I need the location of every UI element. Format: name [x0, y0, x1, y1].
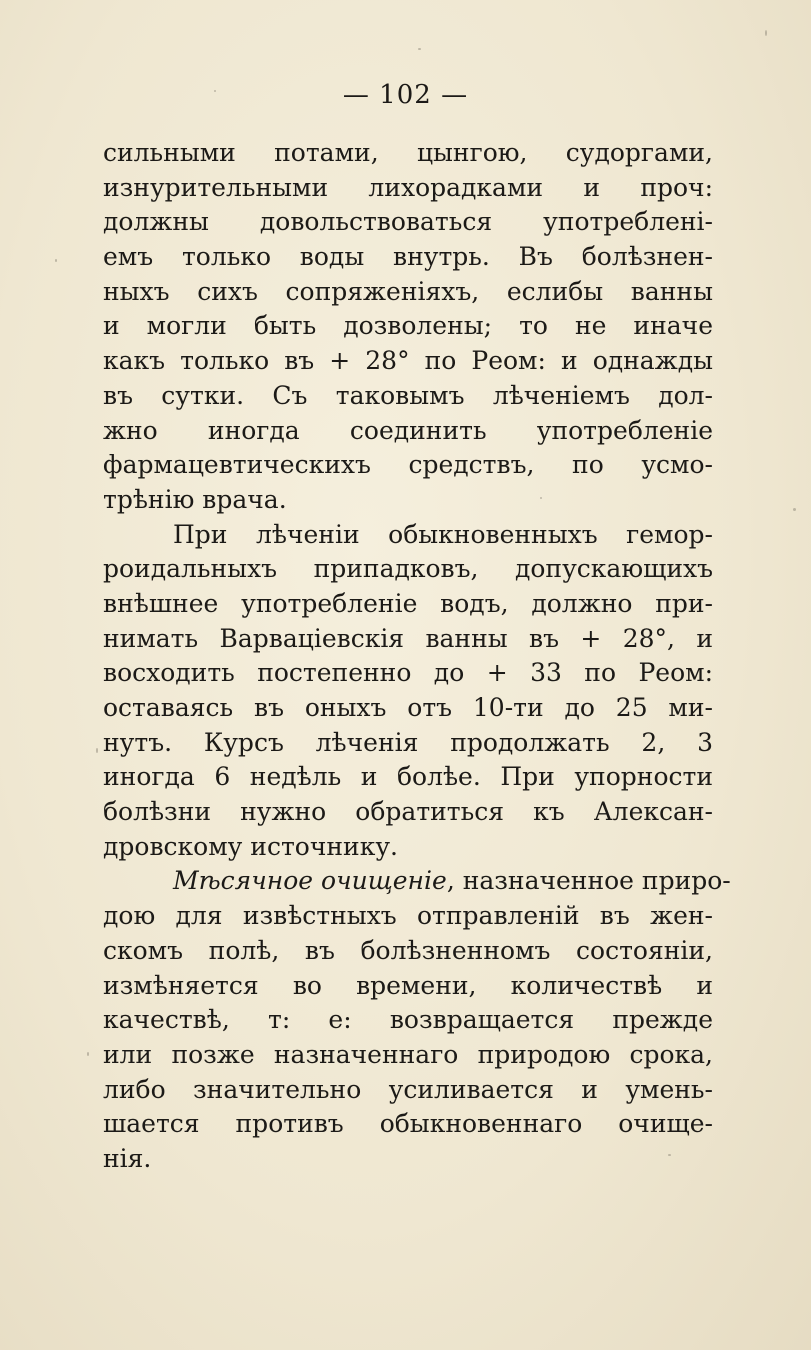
paper-speck: [765, 30, 767, 36]
text-line: качествѣ, т: е: возвращается прежде: [103, 1005, 713, 1035]
text-line: скомъ полѣ, въ болѣзненномъ состояніи,: [103, 935, 713, 965]
paper-speck: [540, 497, 542, 499]
text-line: иногда 6 недѣль и болѣе. При упорности: [103, 762, 713, 792]
text-line: шается противъ обыкновеннаго очище-: [103, 1109, 713, 1139]
text-line: трѣнію врача.: [103, 484, 287, 514]
paragraph-first-line: При лѣченіи обыкновенныхъ гемор-: [173, 519, 713, 549]
body-text: [103, 136, 731, 1177]
text-line: жно иногда соединить употребленіе: [103, 415, 713, 445]
text-run: , назначенное приро-: [446, 866, 731, 896]
text-line: дою для извѣстныхъ отправленій въ жен-: [103, 901, 713, 931]
text-line: или позже назначеннаго природою срока,: [103, 1039, 713, 1069]
paper-speck: [418, 48, 421, 50]
text-line: емъ только воды внутрь. Въ болѣзнен-: [103, 242, 713, 272]
text-line: должны довольствоваться употреблені-: [103, 207, 713, 237]
text-line: роидальныхъ припадковъ, допускающихъ: [103, 554, 713, 584]
text-line: ныхъ сихъ сопряженіяхъ, еслибы ванны: [103, 276, 713, 306]
text-line: нимать Варваціевскія ванны въ + 28°, и: [103, 623, 713, 653]
text-line: оставаясь въ оныхъ отъ 10-ти до 25 ми-: [103, 693, 713, 722]
text-line: сильными потами, цынгою, судоргами,: [103, 138, 713, 167]
text-line: нія.: [103, 1143, 152, 1173]
text-line: либо значительно усиливается и умень-: [103, 1074, 713, 1104]
paragraph-first-line: [103, 864, 731, 899]
paper-speck: [214, 90, 216, 92]
paper-speck: [668, 1154, 671, 1156]
text-line: болѣзни нужно обратиться къ Алексан-: [103, 797, 713, 827]
italic-term: Мѣсячное очищеніе: [173, 866, 447, 896]
paper-speck: [96, 748, 98, 753]
text-line: внѣшнее употребленіе водъ, должно при-: [103, 588, 713, 618]
text-line: и могли быть дозволены; то не иначе: [103, 311, 713, 341]
text-line: нутъ. Курсъ лѣченія продолжать 2, 3: [103, 727, 713, 757]
text-line: въ сутки. Съ таковымъ лѣченіемъ дол-: [103, 380, 713, 410]
paper-speck: [55, 259, 57, 262]
text-line: восходить постепенно до + 33 по Реом:: [103, 658, 713, 688]
text-line: дровскому источнику.: [103, 831, 398, 861]
paper-speck: [793, 508, 796, 511]
paper-speck: [87, 1052, 89, 1056]
page-number: — 102 —: [342, 80, 469, 110]
text-line: фармацевтическихъ средствъ, по усмо-: [103, 450, 713, 480]
text-line: какъ только въ + 28° по Реом: и однажды: [103, 346, 713, 376]
text-line: изнурительными лихорадками и проч:: [103, 172, 713, 202]
text-line: измѣняется во времени, количествѣ и: [103, 970, 713, 1000]
